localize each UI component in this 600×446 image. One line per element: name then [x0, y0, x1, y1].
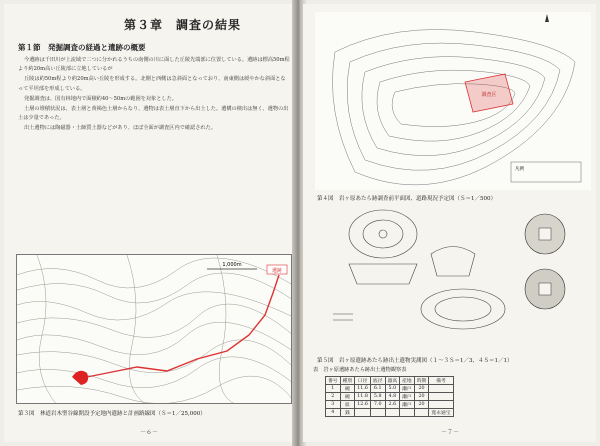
bowl-1-profile — [349, 264, 417, 284]
paragraph: 出土遺物には陶磁器・土師質土器などがあり、ほぼ全面が調査区内で確認された。 — [24, 125, 216, 132]
page-number-left: －６－ — [140, 429, 159, 436]
observation-table — [325, 376, 454, 417]
table-header-cell: 器高 — [385, 377, 400, 385]
north-arrow-icon — [545, 14, 549, 22]
table-cell: 20 — [414, 393, 429, 401]
survey-area-label: 調査区 — [481, 92, 497, 98]
table-cell: 瀬戸 — [400, 401, 415, 409]
body-text — [18, 56, 290, 135]
table-cell: 11.6 — [355, 385, 371, 393]
site-label: 遺跡 — [271, 268, 283, 274]
table-cell: 碗 — [340, 393, 355, 401]
table-cell — [429, 385, 453, 393]
table-cell: 寛永通宝 — [429, 409, 453, 417]
paragraph: 今遺跡は千田川が上流域で二つに分かれるうちの南側の川に面した丘陵先端部に位置している。遺跡は標高50m程より約20m高い丘陵部に立地しているが — [18, 57, 290, 73]
artifact-caption: 第５図 岩ヶ原遺跡あたら跡出土遺物実測図（１～３Ｓ＝1／3、４Ｓ＝1／1） — [317, 358, 513, 364]
table-cell: 皿 — [340, 401, 355, 409]
table-cell — [429, 401, 453, 409]
table-cell: 1 — [326, 385, 341, 393]
table-cell — [355, 409, 371, 417]
table-header-cell: 産地 — [400, 377, 415, 385]
table-row — [326, 409, 454, 417]
table-cell — [400, 409, 415, 417]
table-header-cell: 番号 — [326, 377, 341, 385]
right-page — [303, 4, 596, 442]
map-caption: 第３図 林道岩木聖谷線開設予定地内遺跡と計画路線図（Ｓ＝1／25,000） — [18, 411, 206, 417]
table-cell: 2.6 — [385, 401, 400, 409]
table-header-cell: 底径 — [370, 377, 385, 385]
table-header-cell: 口径 — [355, 377, 371, 385]
paragraph: 丘陵は約50m程より約20m高い丘陵を形成する。北側と西側は急斜面となっており、南東側は緩やかな斜面となって平坦部を形成している。 — [18, 76, 286, 92]
table-cell: 6.1 — [370, 385, 385, 393]
table-cell — [385, 409, 400, 417]
section-title: 第１節 発掘調査の経過と遺跡の概要 — [18, 43, 146, 52]
table-cell: 20 — [414, 401, 429, 409]
table-cell — [414, 409, 429, 417]
table-cell: 3 — [326, 401, 341, 409]
table-cell: 11.8 — [355, 393, 371, 401]
map-drawing — [17, 255, 292, 404]
table-cell: 12.6 — [355, 401, 371, 409]
paragraph: 土層の堆積状況は、表土層と黄褐色土層からなり、遺物は表土層直下から出土した。遺構の検出は無く、遺物の出土は少量であった。 — [18, 106, 289, 122]
paragraph: 発掘調査は、国有林地内で面積約40～50mの範囲を対象とした。 — [24, 95, 177, 102]
table-cell: 銭 — [340, 409, 355, 417]
bowl-1-plan — [349, 210, 417, 258]
table-cell — [429, 393, 453, 401]
table-cell: 4 — [326, 409, 341, 417]
topographic-map — [16, 254, 292, 404]
artifact-drawings — [313, 204, 591, 354]
table-cell: 瀬戸 — [400, 393, 415, 401]
legend-label: 凡例 — [515, 167, 524, 172]
chapter-title: 第３章 調査の結果 — [124, 18, 242, 32]
table-row — [326, 393, 454, 401]
bowl-2-profile — [431, 247, 475, 277]
table-row — [326, 385, 454, 393]
table-header-cell: 備考 — [429, 377, 453, 385]
coin-4-drawing — [525, 214, 565, 309]
table-header-row — [326, 377, 454, 385]
table-cell: 5.8 — [370, 393, 385, 401]
table-cell: 20 — [414, 385, 429, 393]
table-cell: 7.0 — [370, 401, 385, 409]
scale-label: 1,000m — [222, 262, 242, 268]
table-cell: 5.0 — [385, 385, 400, 393]
table-cell — [370, 409, 385, 417]
table-cell: 2 — [326, 393, 341, 401]
plate-3-plan — [421, 289, 505, 329]
site-plan-caption: 第４図 岩ヶ原あたら跡調査前平面図、道路現況予定図（Ｓ＝1／500） — [317, 196, 496, 202]
planned-route-line — [77, 275, 279, 379]
page-number-right: －７－ — [441, 429, 460, 436]
table-row — [326, 401, 454, 409]
table-header-cell: 種別 — [340, 377, 355, 385]
table-cell: 碗 — [340, 385, 355, 393]
site-plan-figure — [315, 12, 591, 190]
site-marker — [72, 371, 88, 385]
table-cell: 瀬戸 — [400, 385, 415, 393]
table-cell: 4.8 — [385, 393, 400, 401]
table-header-cell: 時期 — [414, 377, 429, 385]
left-page — [4, 4, 294, 442]
table-title: 表 岩ヶ原遺跡あたら跡出土遺物観察表 — [313, 367, 407, 373]
